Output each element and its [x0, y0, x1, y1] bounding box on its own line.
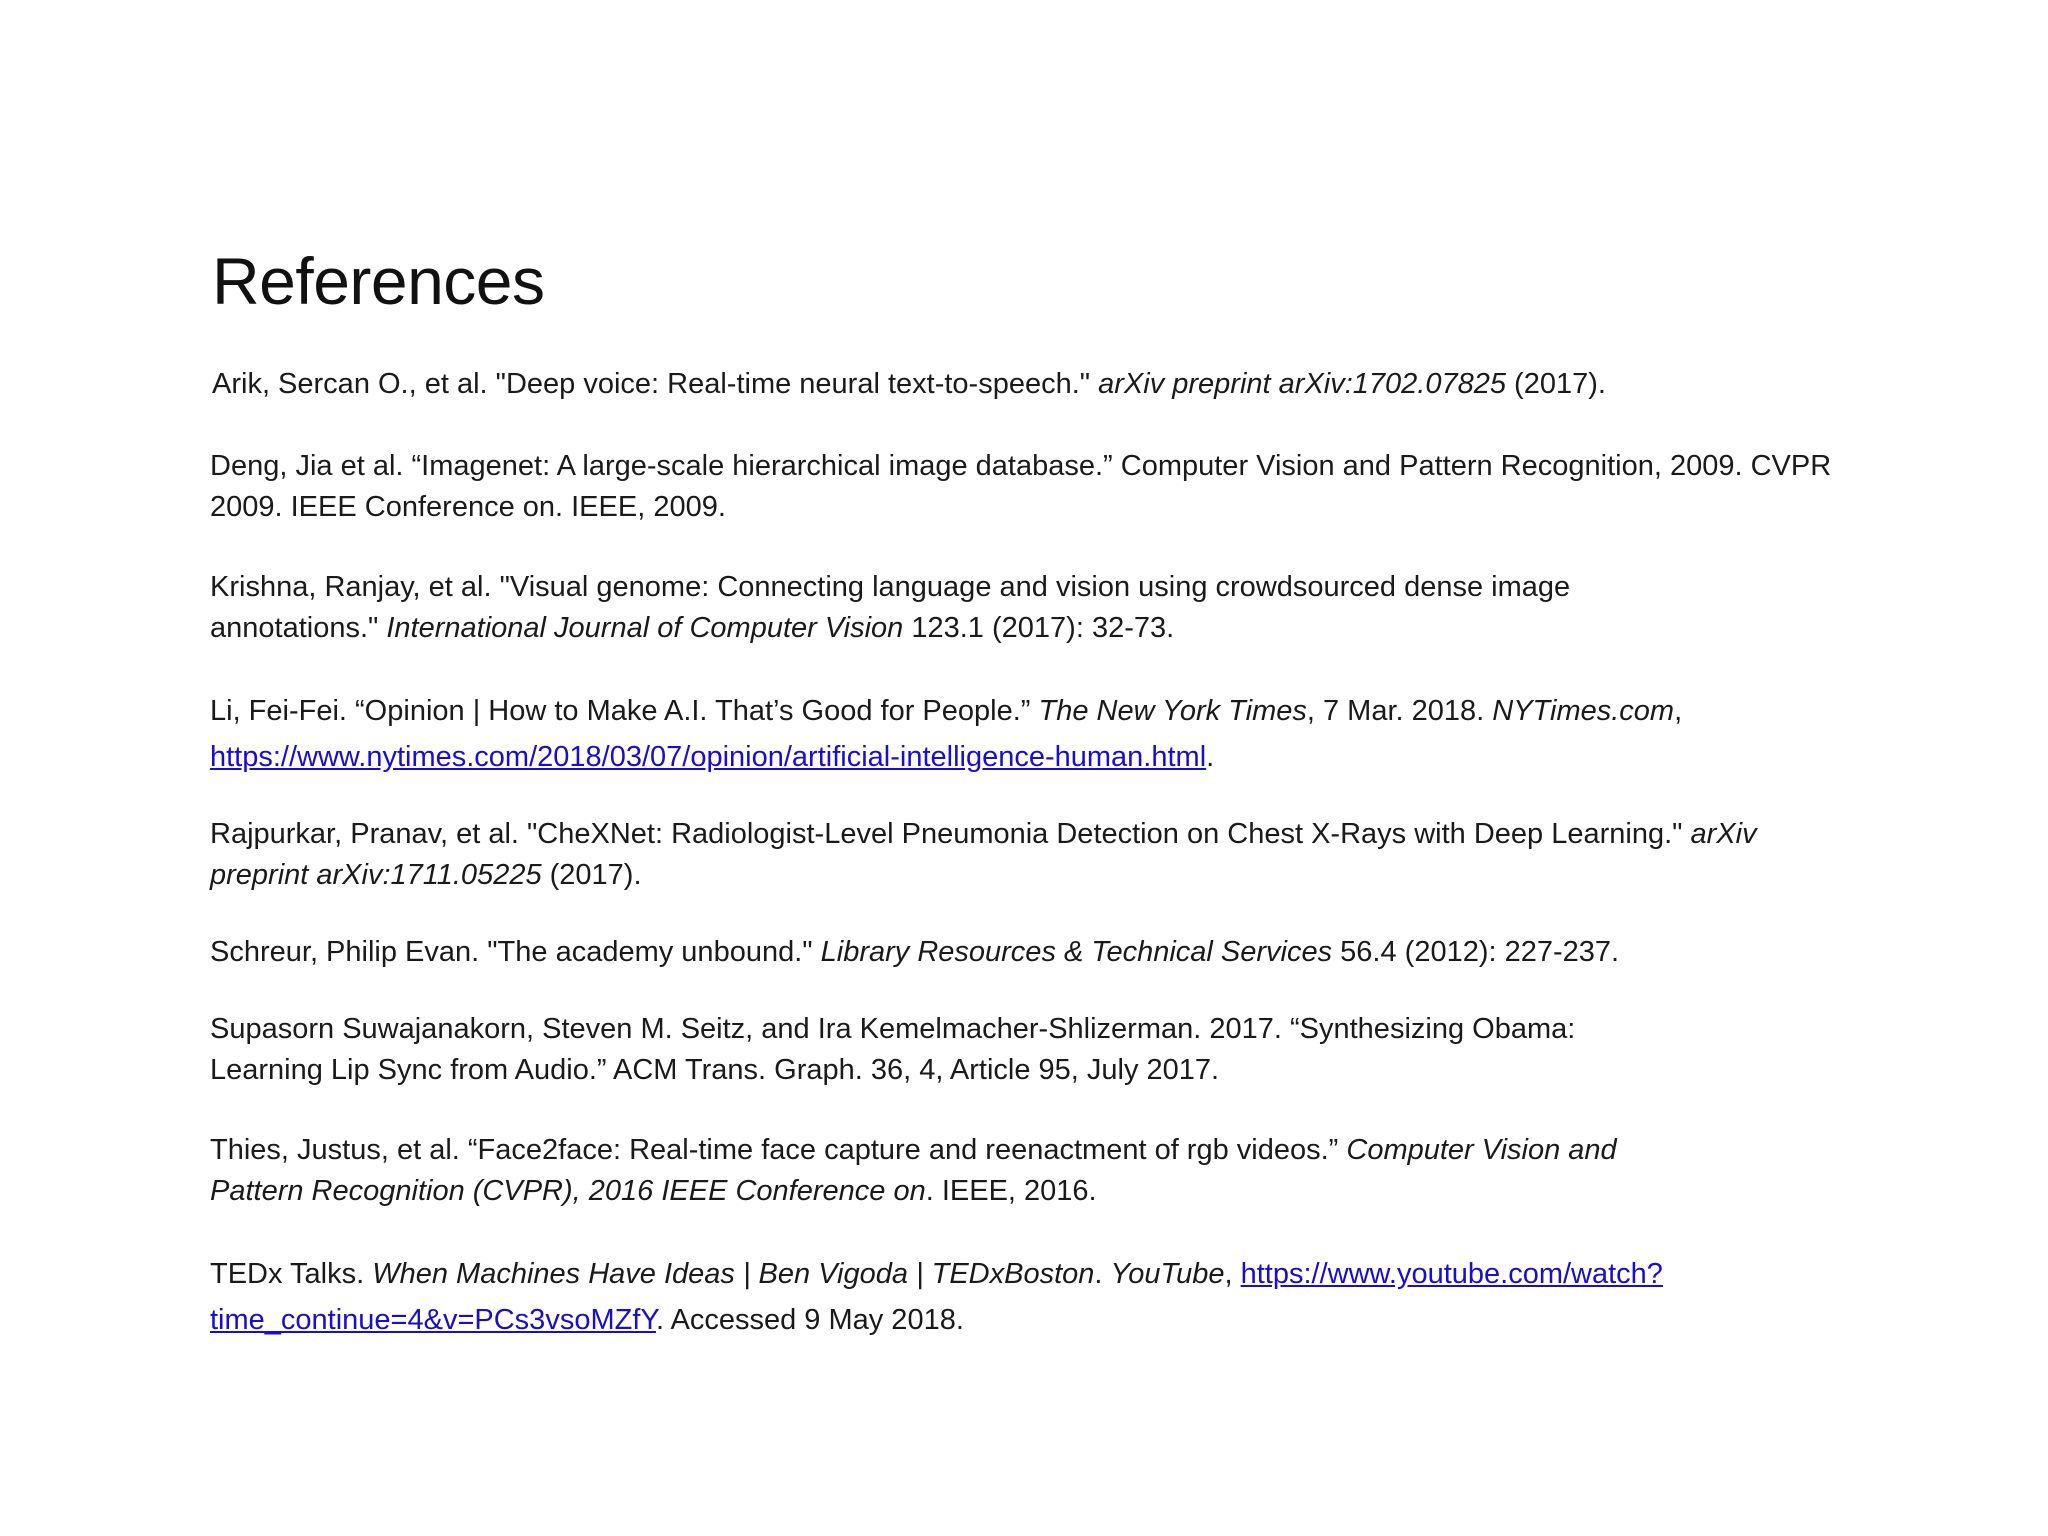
reference-item: Rajpurkar, Pranav, et al. "CheXNet: Radiologist-Level Pneumonia Detection on Chest X-Rays with Deep Learning." arXiv preprint arXiv:1711.05225 (2017). — [210, 818, 1757, 891]
reference-item: Li, Fei-Fei. “Opinion | How to Make A.I. That’s Good for People.” The New York Times, 7 Mar. 2018. NYTimes.com, https://www.nytimes.com/2018/03/07/opinion/artificial-intelligence-human.html. — [210, 695, 1683, 773]
nytimes-link[interactable]: https://www.nytimes.com/2018/03/07/opinion/artificial-intelligence-human.html — [210, 741, 1207, 773]
reference-item: Supasorn Suwajanakorn, Steven M. Seitz, and Ira Kemelmacher-Shlizerman. 2017. “Synthesizing Obama: Learning Lip Sync from Audio.” ACM Trans. Graph. 36, 4, Article 95, July 2017. — [210, 1013, 1576, 1086]
reference-item: Thies, Justus, et al. “Face2face: Real-time face capture and reenactment of rgb videos.” Computer Vision and Pattern Recognition (CVPR), 2016 IEEE Conference on. IEEE, 2016. — [210, 1134, 1617, 1207]
youtube-link[interactable]: https://www.youtube.com/watch?time_continue=4&v=PCs3vsoMZfY — [210, 1258, 1663, 1336]
reference-item: Arik, Sercan O., et al. "Deep voice: Real-time neural text-to-speech." arXiv preprint arXiv:1702.07825 (2017). — [212, 368, 1606, 400]
reference-item: Schreur, Philip Evan. "The academy unbound." Library Resources & Technical Services 56.4 (2012): 227-237. — [210, 936, 1620, 968]
reference-item: Krishna, Ranjay, et al. "Visual genome: Connecting language and vision using crowdsourced dense image annotations." International Journal of Computer Vision 123.1 (2017): 32-73. — [210, 571, 1571, 644]
page-title: References — [212, 244, 545, 318]
reference-item: TEDx Talks. When Machines Have Ideas | Ben Vigoda | TEDxBoston. YouTube, https://www.youtube.com/watch?time_continue=4&v=PCs3vsoMZfY. Accessed 9 May 2018. — [210, 1258, 1663, 1336]
reference-item: Deng, Jia et al. “Imagenet: A large-scale hierarchical image database.” Computer Vision and Pattern Recognition, 2009. CVPR 2009. IEEE Conference on. IEEE, 2009. — [210, 450, 1832, 523]
